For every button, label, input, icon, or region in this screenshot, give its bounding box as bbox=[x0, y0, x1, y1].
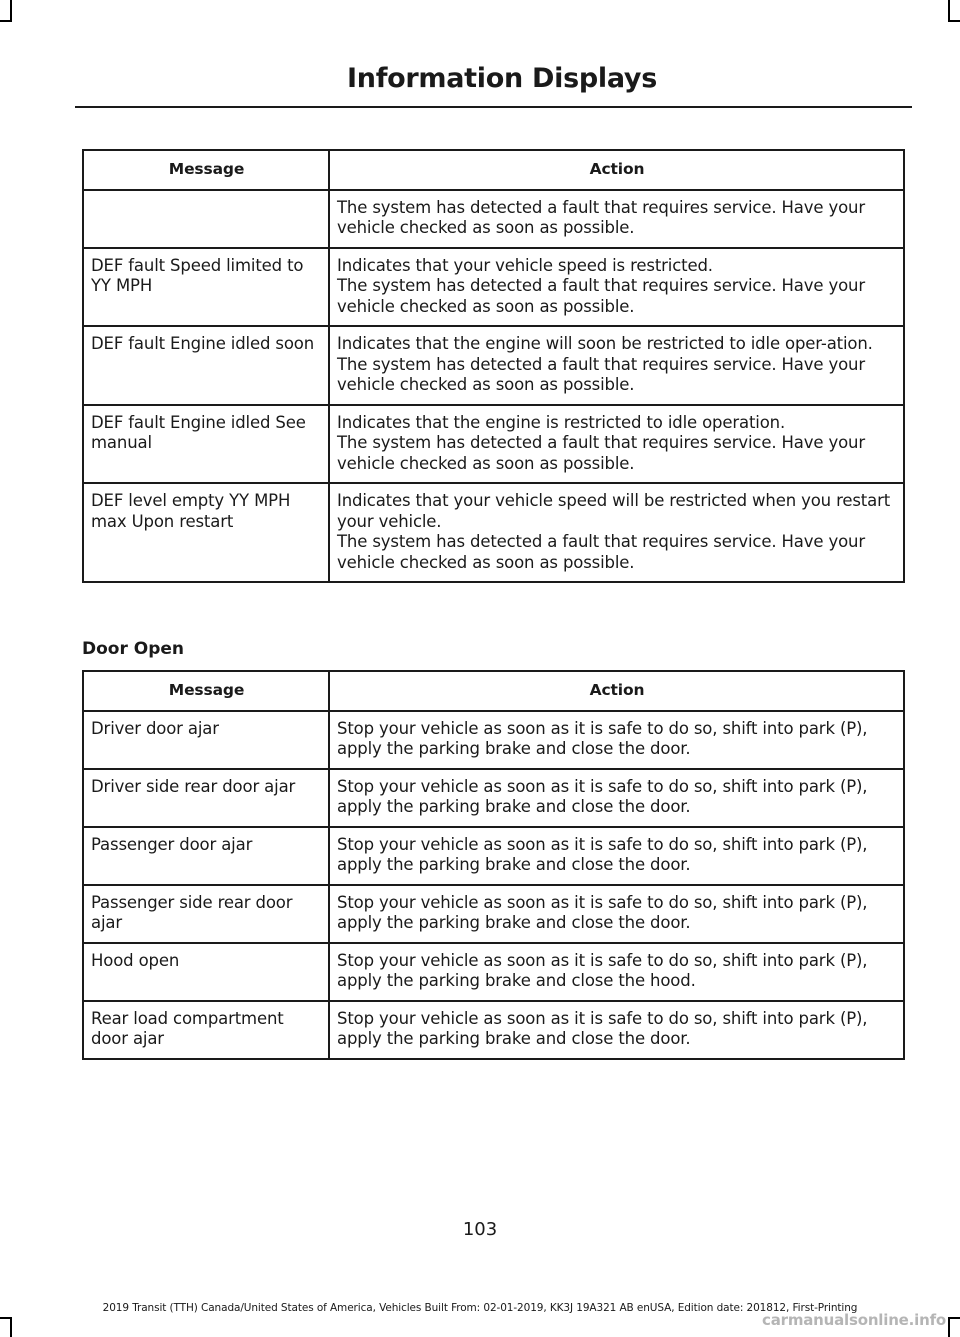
action-cell bbox=[329, 483, 904, 582]
table-row bbox=[83, 190, 904, 248]
action-cell: Stop your vehicle as soon as it is safe to do so, shift into park (P), apply the parking brake and close the door. bbox=[329, 827, 904, 885]
def-messages-table bbox=[82, 149, 905, 583]
table-row bbox=[83, 769, 904, 827]
table-row bbox=[83, 326, 904, 405]
table-row bbox=[83, 248, 904, 327]
action-cell: Stop your vehicle as soon as it is safe to do so, shift into park (P), apply the parking brake and close the hood. bbox=[329, 943, 904, 1001]
action-cell bbox=[329, 405, 904, 484]
action-text: The system has detected a fault that requires service. Have your vehicle checked as soon as possible. bbox=[337, 433, 865, 473]
column-header-message: Message bbox=[83, 150, 329, 190]
watermark: carmanualsonline.info bbox=[762, 1311, 946, 1329]
page-number: 103 bbox=[462, 1219, 498, 1240]
crop-mark-top-left-v bbox=[10, 0, 12, 22]
table-row bbox=[83, 827, 904, 885]
message-cell: DEF fault Speed limited to YY MPH bbox=[83, 248, 329, 327]
table-row bbox=[83, 711, 904, 769]
action-cell bbox=[329, 248, 904, 327]
door-open-table bbox=[82, 670, 905, 1060]
crop-mark-bottom-left-v bbox=[10, 1317, 12, 1337]
action-cell: Stop your vehicle as soon as it is safe to do so, shift into park (P), apply the parking brake and close the door. bbox=[329, 769, 904, 827]
edition-footer: 2019 Transit (TTH) Canada/United States of America, Vehicles Built From: 02-01-2019, KK3J 19A321 AB enUSA, Edition date: 201812, First-Printing bbox=[102, 1302, 858, 1314]
message-cell: DEF fault Engine idled See manual bbox=[83, 405, 329, 484]
action-text: The system has detected a fault that requires service. Have your vehicle checked as soon as possible. bbox=[337, 354, 865, 394]
table-row bbox=[83, 1001, 904, 1059]
action-cell bbox=[329, 190, 904, 248]
message-cell: Rear load compartment door ajar bbox=[83, 1001, 329, 1059]
action-cell: Stop your vehicle as soon as it is safe to do so, shift into park (P), apply the parking brake and close the door. bbox=[329, 711, 904, 769]
crop-mark-top-left-h bbox=[0, 20, 12, 22]
column-header-message: Message bbox=[83, 671, 329, 711]
crop-mark-top-right-v bbox=[948, 0, 950, 22]
action-cell: Stop your vehicle as soon as it is safe to do so, shift into park (P), apply the parking brake and close the door. bbox=[329, 1001, 904, 1059]
message-cell: DEF fault Engine idled soon bbox=[83, 326, 329, 405]
crop-mark-bottom-right-v bbox=[948, 1317, 950, 1337]
action-cell: Stop your vehicle as soon as it is safe to do so, shift into park (P), apply the parking brake and close the door. bbox=[329, 885, 904, 943]
action-text: Indicates that your vehicle speed will be restricted when you restart your vehicle. bbox=[337, 491, 891, 531]
action-cell bbox=[329, 326, 904, 405]
message-cell: Passenger side rear door ajar bbox=[83, 885, 329, 943]
action-text: The system has detected a fault that requires service. Have your vehicle checked as soon as possible. bbox=[337, 276, 865, 316]
page-title: Information Displays bbox=[347, 63, 657, 94]
table-row bbox=[83, 885, 904, 943]
action-text: The system has detected a fault that requires service. Have your vehicle checked as soon as possible. bbox=[337, 197, 865, 237]
message-cell: Passenger door ajar bbox=[83, 827, 329, 885]
section-heading-door-open: Door Open bbox=[82, 639, 185, 659]
crop-mark-bottom-left-h bbox=[0, 1317, 12, 1319]
message-cell: Driver side rear door ajar bbox=[83, 769, 329, 827]
table-header-row bbox=[83, 671, 904, 711]
crop-mark-top-right-h bbox=[948, 20, 960, 22]
message-cell: Driver door ajar bbox=[83, 711, 329, 769]
message-cell: DEF level empty YY MPH max Upon restart bbox=[83, 483, 329, 582]
action-text: Indicates that the engine will soon be restricted to idle oper-ation. bbox=[337, 334, 873, 353]
message-cell: Hood open bbox=[83, 943, 329, 1001]
message-cell bbox=[83, 190, 329, 248]
crop-mark-bottom-right-h bbox=[948, 1317, 960, 1319]
table-row bbox=[83, 943, 904, 1001]
table-header-row bbox=[83, 150, 904, 190]
column-header-action: Action bbox=[329, 671, 904, 711]
header-rule bbox=[75, 106, 912, 108]
action-text: The system has detected a fault that requires service. Have your vehicle checked as soon as possible. bbox=[337, 532, 865, 572]
table-row bbox=[83, 405, 904, 484]
action-text: Indicates that the engine is restricted to idle operation. bbox=[337, 412, 786, 432]
table-row bbox=[83, 483, 904, 582]
action-text: Indicates that your vehicle speed is restricted. bbox=[337, 255, 713, 275]
column-header-action: Action bbox=[329, 150, 904, 190]
